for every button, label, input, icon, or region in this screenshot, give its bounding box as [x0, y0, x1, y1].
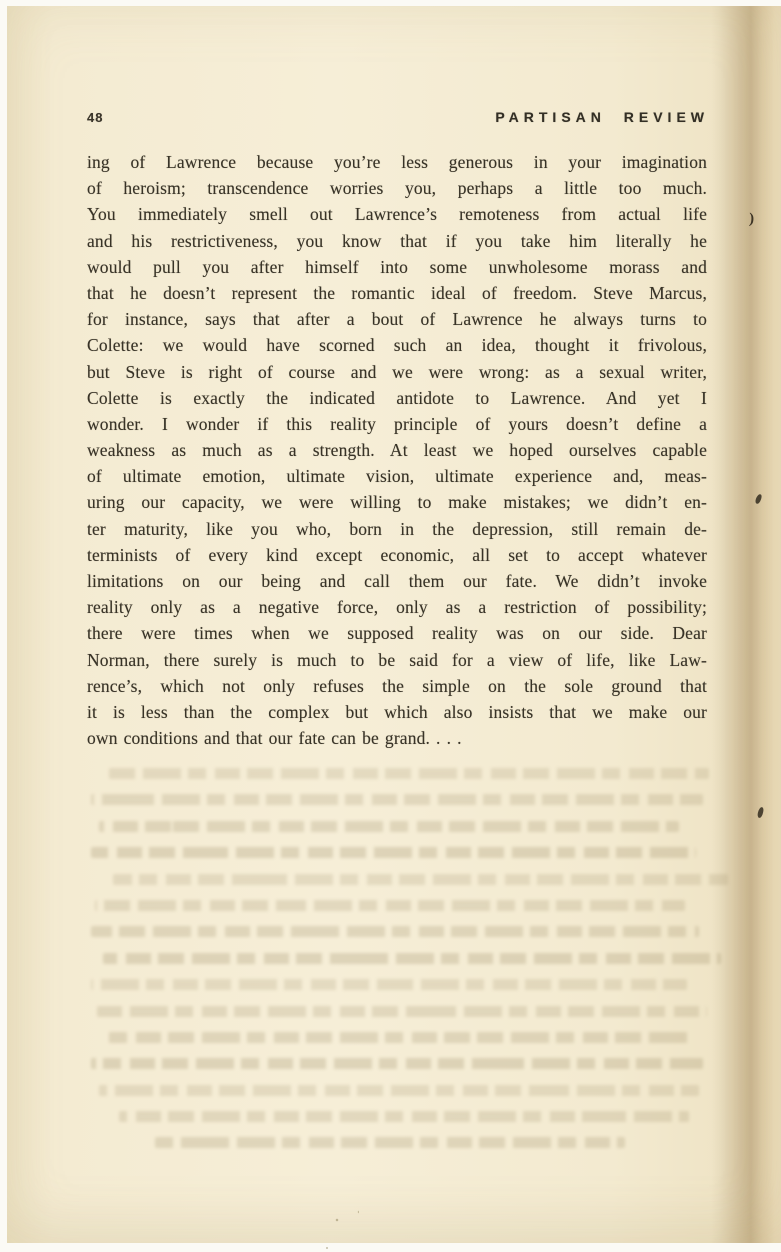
running-head	[87, 109, 709, 131]
text-line: Colette: we would have scorned such an idea, thought it frivolous,	[87, 335, 707, 356]
ink-speck	[755, 493, 763, 504]
text-line: rence’s, which not only refuses the simple on the sole ground that	[87, 675, 707, 696]
ghost-line	[99, 821, 679, 832]
text-line: own conditions and that our fate can be grand. . . .	[87, 728, 462, 749]
bleedthrough-ghost	[91, 768, 709, 1168]
ghost-line	[103, 953, 721, 964]
text-line: You immediately smell out Lawrence’s remoteness from actual life	[87, 204, 707, 225]
ghost-line	[91, 794, 703, 805]
journal-title: PARTISAN REVIEW	[495, 109, 709, 125]
ghost-line	[155, 1137, 625, 1148]
ghost-line	[91, 926, 699, 937]
text-line: that he doesn’t represent the romantic ideal of freedom. Steve Marcus,	[87, 282, 707, 303]
text-line: ter maturity, like you who, born in the depression, still remain de-	[87, 518, 707, 539]
text-line: of heroism; transcendence worries you, perhaps a little too much.	[87, 178, 707, 199]
scanned-page	[7, 6, 781, 1243]
ghost-line	[119, 1111, 689, 1122]
text-line: of ultimate emotion, ultimate vision, ultimate experience and, meas-	[87, 466, 707, 487]
ghost-line	[91, 1058, 703, 1069]
page-number: 48	[87, 110, 104, 125]
text-line: there were times when we supposed reality was on our side. Dear	[87, 623, 707, 644]
text-line: Colette is exactly the indicated antidote to Lawrence. And yet I	[87, 387, 707, 408]
text-line: wonder. I wonder if this reality principle of yours doesn’t define a	[87, 413, 707, 434]
text-line: ing of Lawrence because you’re less generous in your imagination	[87, 152, 707, 172]
ghost-line	[99, 1085, 699, 1096]
text-line: it is less than the complex but which also insists that we make our	[87, 701, 707, 722]
text-line: limitations on our being and call them our fate. We didn’t invoke	[87, 571, 707, 591]
ghost-line	[97, 1006, 707, 1017]
body-text	[87, 149, 707, 751]
text-line: would pull you after himself into some unwholesome morass and	[87, 256, 707, 277]
text-line: Norman, there surely is much to be said for a view of life, like Law-	[87, 649, 707, 670]
text-line: for instance, says that after a bout of Lawrence he always turns to	[87, 309, 707, 330]
ghost-line	[91, 979, 687, 990]
text-line: uring our capacity, we were willing to make mistakes; we didn’t en-	[87, 492, 707, 513]
text-line: terminists of every kind except economic, all set to accept whatever	[87, 544, 707, 565]
text-line: weakness as much as a strength. At least we hoped ourselves capable	[87, 440, 707, 461]
text-line: and his restrictiveness, you know that if you take him literally he	[87, 230, 707, 251]
text-line: but Steve is right of course and we were wrong: as a sexual writer,	[87, 361, 707, 382]
ink-speck	[757, 807, 764, 819]
ink-speck: )	[748, 210, 755, 228]
ghost-line	[95, 900, 685, 911]
ghost-line	[109, 768, 709, 779]
text-line: reality only as a negative force, only as a restriction of possibility;	[87, 597, 707, 618]
ghost-line	[107, 1032, 692, 1043]
ghost-line	[113, 874, 728, 885]
ghost-line	[91, 847, 696, 858]
pencil-speckles	[279, 1166, 359, 1250]
